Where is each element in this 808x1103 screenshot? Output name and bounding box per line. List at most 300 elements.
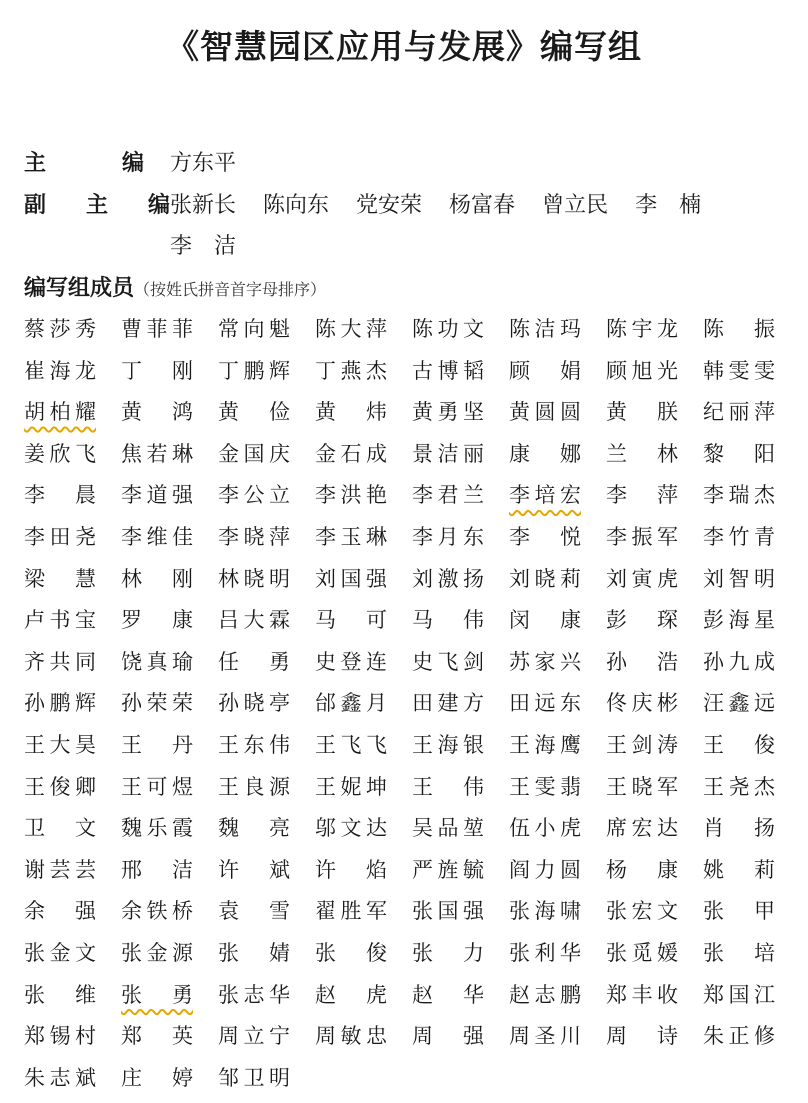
member-name-text: 严旌毓 — [412, 857, 484, 882]
member-name-text: 李公立 — [218, 483, 290, 508]
member-name — [121, 853, 218, 895]
member-name-text: 金国庆 — [218, 441, 290, 466]
member-name — [218, 354, 315, 396]
member-name-text: 王 伟 — [412, 774, 484, 799]
member-name-text: 吕大霖 — [218, 608, 290, 633]
member-name — [315, 686, 412, 728]
member-name — [218, 811, 315, 853]
member-name — [703, 437, 800, 479]
role-char: 编 — [147, 193, 170, 218]
member-name — [703, 562, 800, 604]
member-name — [315, 894, 412, 936]
member-name — [24, 354, 121, 396]
member-name-text: 黎 阳 — [703, 441, 775, 466]
member-name — [412, 811, 509, 853]
member-name-text: 李君兰 — [412, 483, 484, 508]
member-name — [24, 1019, 121, 1061]
member-name-text: 田远东 — [509, 691, 581, 716]
member-name-text: 阎力圆 — [509, 857, 581, 882]
member-name-text: 黄 俭 — [218, 400, 290, 425]
member-name — [315, 354, 412, 396]
member-name — [315, 1019, 412, 1061]
member-name-text: 谢芸芸 — [24, 857, 96, 882]
member-name-text: 张志华 — [218, 982, 290, 1007]
member-name — [509, 811, 606, 853]
member-name-text: 梁 慧 — [24, 566, 96, 591]
member-name-text: 庄 婷 — [121, 1065, 193, 1090]
member-name-text: 陈洁玛 — [509, 317, 581, 341]
member-name-text: 林 刚 — [121, 566, 193, 591]
member-name-text: 张利华 — [509, 940, 581, 965]
member-name-text: 王大昊 — [24, 732, 96, 757]
member-name-text: 饶真瑜 — [121, 649, 193, 674]
member-name-text: 崔海龙 — [24, 358, 96, 383]
member-name-text: 曹菲菲 — [121, 317, 193, 341]
member-name — [412, 1019, 509, 1061]
member-name — [703, 728, 800, 770]
member-name — [315, 936, 412, 978]
member-name-text: 王晓军 — [606, 774, 678, 799]
deputy-editor-name: 党安荣 — [356, 193, 423, 218]
member-name-text: 李道强 — [121, 483, 193, 508]
member-name-text: 邰鑫月 — [315, 691, 387, 716]
member-name — [703, 395, 800, 437]
member-name-text: 翟胜军 — [315, 899, 387, 924]
member-name-text: 周 诗 — [606, 1024, 678, 1049]
member-name-text: 周敏忠 — [315, 1024, 387, 1049]
member-name — [412, 936, 509, 978]
member-name-text: 魏乐霞 — [121, 816, 193, 841]
member-name — [121, 520, 218, 562]
member-name-text: 任 勇 — [218, 649, 290, 674]
member-name — [509, 395, 606, 437]
role-char: 编 — [121, 151, 144, 176]
member-name — [703, 1019, 800, 1061]
member-name-text: 李月东 — [412, 524, 484, 549]
member-name-text: 杨 康 — [606, 857, 678, 882]
member-name — [315, 437, 412, 479]
member-name-text: 彭海星 — [703, 608, 775, 633]
member-name-text: 顾 娟 — [509, 358, 581, 383]
member-name — [703, 853, 800, 895]
member-name-text: 李 萍 — [606, 483, 678, 508]
member-name-text: 刘寅虎 — [606, 566, 678, 591]
member-name — [412, 894, 509, 936]
member-name — [703, 686, 800, 728]
member-name-text: 王海鹰 — [509, 732, 581, 757]
member-name-text: 张国强 — [412, 899, 484, 924]
member-name — [24, 728, 121, 770]
member-name-text: 伍小虎 — [509, 816, 581, 841]
member-name-text: 王 丹 — [121, 732, 193, 757]
member-name-text: 余铁桥 — [121, 899, 193, 924]
member-name — [703, 478, 800, 520]
member-name-text: 景洁丽 — [412, 441, 484, 466]
member-name — [121, 936, 218, 978]
member-name — [24, 936, 121, 978]
member-name — [24, 811, 121, 853]
member-name-text: 李培宏 — [509, 483, 581, 508]
member-name-text: 马 可 — [315, 608, 387, 633]
member-name — [412, 354, 509, 396]
member-name-text: 李 悦 — [509, 524, 581, 549]
members-heading: 编写组成员 — [24, 276, 135, 301]
member-name-text: 张 俊 — [315, 940, 387, 965]
member-name-text: 彭 琛 — [606, 608, 678, 633]
member-name-text: 周圣川 — [509, 1024, 581, 1049]
member-name — [121, 811, 218, 853]
member-name — [121, 645, 218, 687]
member-name — [509, 603, 606, 645]
deputy-editor-name: 张新长 — [170, 193, 237, 218]
member-name-text: 丁鹏辉 — [218, 358, 290, 383]
member-name-text: 孙荣荣 — [121, 691, 193, 716]
chief-editor-name: 方东平 — [170, 151, 237, 176]
member-name-text: 王东伟 — [218, 732, 290, 757]
member-name — [121, 1061, 218, 1103]
member-name-text: 张宏文 — [606, 899, 678, 924]
member-name — [703, 936, 800, 978]
member-name-text: 郑国江 — [703, 982, 775, 1007]
deputy-editor-name: 李 洁 — [170, 234, 237, 259]
deputy-editor-label — [24, 189, 170, 223]
member-name-text: 黄勇坚 — [412, 400, 484, 425]
member-name-text: 顾旭光 — [606, 358, 678, 383]
member-name — [121, 312, 218, 354]
member-name-text: 齐共同 — [24, 649, 96, 674]
member-name — [121, 978, 218, 1020]
member-name — [218, 645, 315, 687]
member-name — [703, 811, 800, 853]
member-name — [509, 770, 606, 812]
member-name — [218, 603, 315, 645]
member-name — [24, 312, 121, 354]
member-name — [412, 686, 509, 728]
member-name-text: 孙鹏辉 — [24, 691, 96, 716]
member-name-text: 刘激扬 — [412, 566, 484, 591]
member-name-text: 陈 振 — [703, 317, 775, 341]
member-name — [218, 395, 315, 437]
member-name-text: 张 力 — [412, 940, 484, 965]
member-name — [218, 520, 315, 562]
deputy-editor-name: 杨富春 — [449, 193, 516, 218]
member-name — [703, 354, 800, 396]
member-name-text: 闵 康 — [509, 608, 581, 633]
member-name-text: 张 培 — [703, 940, 775, 965]
member-name-text: 李维佳 — [121, 524, 193, 549]
member-name-text: 黄 朕 — [606, 400, 678, 425]
member-name-text: 郑 英 — [121, 1024, 193, 1049]
member-name-text: 王雯翡 — [509, 774, 581, 799]
member-name-text: 纪丽萍 — [703, 400, 775, 425]
member-name — [606, 811, 703, 853]
member-name-text: 王海银 — [412, 732, 484, 757]
member-name-text: 刘智明 — [703, 566, 775, 591]
member-name — [412, 312, 509, 354]
member-name — [315, 770, 412, 812]
member-name-text: 陈宇龙 — [606, 317, 678, 341]
member-name — [218, 936, 315, 978]
member-name — [509, 728, 606, 770]
member-name-text: 周立宁 — [218, 1024, 290, 1049]
member-name — [315, 478, 412, 520]
member-name — [412, 770, 509, 812]
member-name — [24, 603, 121, 645]
member-name — [509, 853, 606, 895]
member-name — [218, 437, 315, 479]
member-name — [24, 645, 121, 687]
member-name — [509, 1019, 606, 1061]
member-name — [315, 645, 412, 687]
member-name — [315, 811, 412, 853]
member-name — [412, 978, 509, 1020]
document-title: 《智慧园区应用与发展》编写组 — [166, 27, 642, 66]
member-name-text: 马 伟 — [412, 608, 484, 633]
member-name-text: 王飞飞 — [315, 732, 387, 757]
member-name-text: 王俊卿 — [24, 774, 96, 799]
member-name-text: 丁 刚 — [121, 358, 193, 383]
members-grid — [24, 312, 784, 1102]
member-name — [606, 978, 703, 1020]
member-name-text: 刘国强 — [315, 566, 387, 591]
member-name — [121, 478, 218, 520]
members-sort-note: （按姓氏拼音首字母排序） — [134, 280, 327, 299]
member-name-text: 郑丰收 — [606, 982, 678, 1007]
member-name — [412, 562, 509, 604]
member-name — [606, 728, 703, 770]
member-name — [218, 1061, 315, 1103]
member-name — [218, 853, 315, 895]
member-name-text: 张 甲 — [703, 899, 775, 924]
member-name — [315, 562, 412, 604]
member-name — [703, 603, 800, 645]
chief-editor-row — [24, 147, 263, 181]
member-name-text: 肖 扬 — [703, 816, 775, 841]
member-name-text: 孙九成 — [703, 649, 775, 674]
member-name-text: 姚 莉 — [703, 857, 775, 882]
role-char: 副 — [24, 193, 47, 218]
member-name — [315, 520, 412, 562]
member-name-text: 李瑞杰 — [703, 483, 775, 508]
role-char: 主 — [85, 193, 108, 218]
deputy-editor-row-2 — [170, 230, 263, 264]
member-name — [218, 686, 315, 728]
member-name — [703, 645, 800, 687]
member-name — [412, 645, 509, 687]
member-name-text: 丁燕杰 — [315, 358, 387, 383]
member-name-text: 林晓明 — [218, 566, 290, 591]
member-name — [606, 894, 703, 936]
member-name-text: 黄 鸿 — [121, 400, 193, 425]
member-name-text: 王尧杰 — [703, 774, 775, 799]
member-name — [509, 520, 606, 562]
member-name-text: 李洪艳 — [315, 483, 387, 508]
member-name-text: 姜欣飞 — [24, 441, 96, 466]
member-name-text: 古博韬 — [412, 358, 484, 383]
role-char: 主 — [24, 151, 47, 176]
member-name — [218, 978, 315, 1020]
member-name-text: 周 强 — [412, 1024, 484, 1049]
member-name-text: 胡柏耀 — [24, 400, 96, 425]
member-name — [218, 728, 315, 770]
member-name-text: 韩雯雯 — [703, 358, 775, 383]
member-name-text: 孙晓亭 — [218, 691, 290, 716]
member-name-text: 李玉琳 — [315, 524, 387, 549]
member-name — [24, 562, 121, 604]
member-name — [218, 1019, 315, 1061]
member-name — [509, 562, 606, 604]
deputy-editor-name: 陈向东 — [263, 193, 330, 218]
member-name — [509, 936, 606, 978]
member-name-text: 蔡莎秀 — [24, 317, 96, 341]
member-name — [606, 395, 703, 437]
member-name — [703, 894, 800, 936]
member-name-text: 汪鑫远 — [703, 691, 775, 716]
deputy-editor-name: 曾立民 — [542, 193, 609, 218]
member-name — [315, 728, 412, 770]
members-heading-row — [24, 272, 326, 307]
member-name — [703, 770, 800, 812]
member-name-text: 张金文 — [24, 940, 96, 965]
member-name — [606, 354, 703, 396]
member-name-text: 郑锡村 — [24, 1024, 96, 1049]
member-name-text: 张 勇 — [121, 982, 193, 1007]
member-name — [315, 603, 412, 645]
member-name — [606, 686, 703, 728]
member-name — [412, 437, 509, 479]
member-name-text: 魏 亮 — [218, 816, 290, 841]
member-name — [606, 936, 703, 978]
member-name — [509, 312, 606, 354]
member-name-text: 黄 炜 — [315, 400, 387, 425]
member-name — [412, 478, 509, 520]
member-name — [121, 354, 218, 396]
member-name — [315, 853, 412, 895]
member-name — [218, 894, 315, 936]
member-name-text: 张海啸 — [509, 899, 581, 924]
member-name — [606, 437, 703, 479]
member-name-text: 吴品堃 — [412, 816, 484, 841]
member-name — [121, 1019, 218, 1061]
member-name — [412, 395, 509, 437]
member-name-text: 李振军 — [606, 524, 678, 549]
member-name-text: 邹卫明 — [218, 1065, 290, 1090]
member-name-text: 袁 雪 — [218, 899, 290, 924]
member-name-text: 康 娜 — [509, 441, 581, 466]
member-name-text: 卢书宝 — [24, 608, 96, 633]
member-name — [606, 312, 703, 354]
member-name-text: 张金源 — [121, 940, 193, 965]
member-name — [606, 478, 703, 520]
deputy-editor-row — [24, 189, 728, 223]
member-name-text: 田建方 — [412, 691, 484, 716]
member-name-text: 王剑涛 — [606, 732, 678, 757]
member-name — [218, 478, 315, 520]
member-name — [509, 645, 606, 687]
member-name-text: 朱志斌 — [24, 1065, 96, 1090]
member-name — [412, 603, 509, 645]
member-name — [24, 520, 121, 562]
member-name — [218, 770, 315, 812]
member-name — [606, 853, 703, 895]
member-name-text: 许 斌 — [218, 857, 290, 882]
member-name — [315, 395, 412, 437]
member-name — [606, 645, 703, 687]
member-name — [606, 603, 703, 645]
member-name — [24, 395, 121, 437]
member-name-text: 史飞剑 — [412, 649, 484, 674]
member-name-text: 卫 文 — [24, 816, 96, 841]
member-name — [24, 437, 121, 479]
member-name — [121, 562, 218, 604]
member-name — [24, 686, 121, 728]
chief-editor-label — [24, 147, 144, 181]
member-name — [606, 562, 703, 604]
member-name-text: 罗 康 — [121, 608, 193, 633]
member-name — [121, 437, 218, 479]
member-name — [218, 562, 315, 604]
member-name-text: 王 俊 — [703, 732, 775, 757]
member-name-text: 余 强 — [24, 899, 96, 924]
member-name-text: 佟庆彬 — [606, 691, 678, 716]
member-name-text: 李竹青 — [703, 524, 775, 549]
member-name — [121, 395, 218, 437]
member-name-text: 焦若琳 — [121, 441, 193, 466]
member-name-text: 王可煜 — [121, 774, 193, 799]
member-name-text: 黄圆圆 — [509, 400, 581, 425]
member-name — [24, 1061, 121, 1103]
member-name — [703, 978, 800, 1020]
member-name — [24, 978, 121, 1020]
member-name — [606, 1019, 703, 1061]
member-name-text: 许 焰 — [315, 857, 387, 882]
deputy-editor-name: 李 楠 — [635, 193, 702, 218]
member-name — [218, 312, 315, 354]
member-name — [509, 354, 606, 396]
member-name — [121, 603, 218, 645]
member-name — [412, 853, 509, 895]
member-name — [509, 978, 606, 1020]
member-name-text: 李晓萍 — [218, 524, 290, 549]
member-name-text: 赵志鹏 — [509, 982, 581, 1007]
member-name-text: 席宏达 — [606, 816, 678, 841]
member-name-text: 赵 虎 — [315, 982, 387, 1007]
member-name-text: 朱正修 — [703, 1024, 775, 1049]
member-name — [121, 770, 218, 812]
member-name-text: 李 晨 — [24, 483, 96, 508]
member-name-text: 金石成 — [315, 441, 387, 466]
member-name — [24, 478, 121, 520]
member-name-text: 孙 浩 — [606, 649, 678, 674]
member-name-text: 张 婧 — [218, 940, 290, 965]
member-name-text: 张觅媛 — [606, 940, 678, 965]
member-name-text: 赵 华 — [412, 982, 484, 1007]
member-name — [315, 978, 412, 1020]
member-name-text: 邢 洁 — [121, 857, 193, 882]
member-name — [24, 894, 121, 936]
member-name-text: 邬文达 — [315, 816, 387, 841]
member-name — [703, 312, 800, 354]
member-name — [121, 686, 218, 728]
member-name-text: 常向魁 — [218, 317, 290, 341]
member-name — [606, 520, 703, 562]
member-name — [703, 520, 800, 562]
member-name — [315, 312, 412, 354]
member-name-text: 王良源 — [218, 774, 290, 799]
member-name — [509, 686, 606, 728]
member-name-text: 陈大萍 — [315, 317, 387, 341]
member-name-text: 王妮坤 — [315, 774, 387, 799]
